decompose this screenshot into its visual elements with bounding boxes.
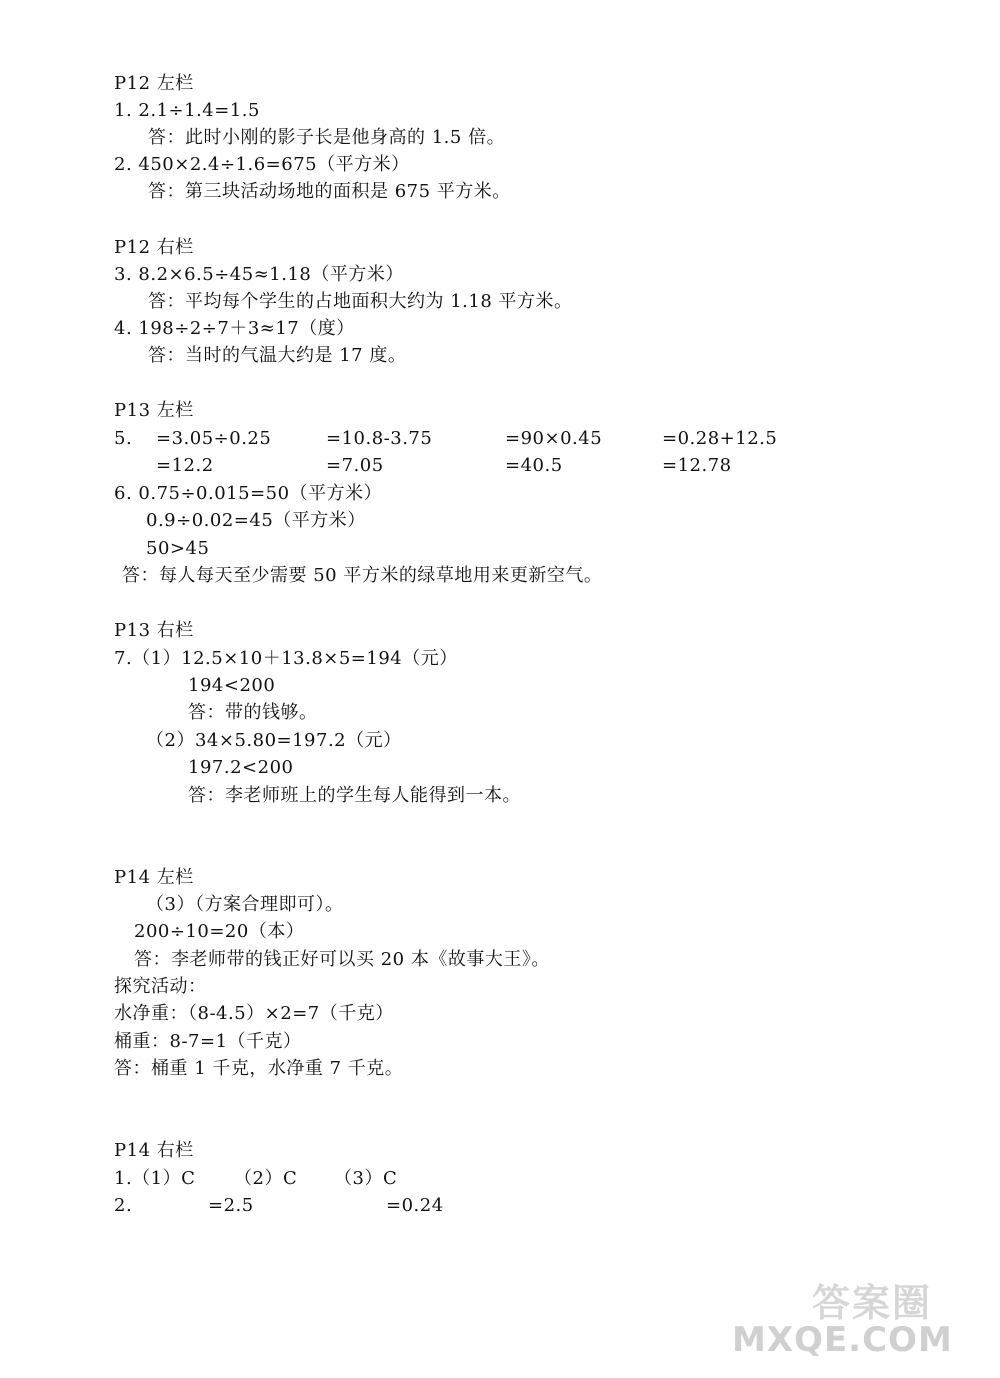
- answer-line: 答：第三块活动场地的面积是 675 平方米。: [148, 181, 511, 202]
- answer-cell: =90×0.45: [505, 428, 603, 449]
- answer-line: 水净重：（8-4.5）×2=7（千克）: [114, 1003, 394, 1024]
- answer-line: 6. 0.75÷0.015=50（平方米）: [114, 483, 383, 504]
- answer-cell: =0.28+12.5: [662, 428, 778, 449]
- answer-line: 197.2<200: [188, 757, 294, 778]
- section-heading: P14 左栏: [114, 867, 194, 888]
- answer-line: 答：此时小刚的影子长是他身高的 1.5 倍。: [148, 127, 506, 148]
- answer-cell: =10.8-3.75: [326, 428, 433, 449]
- answer-line: 探究活动：: [114, 976, 207, 997]
- answer-line: 答：当时的气温大约是 17 度。: [148, 345, 407, 366]
- answer-line: 1.（1）C: [114, 1168, 196, 1189]
- question-number: 2.: [114, 1195, 133, 1216]
- answer-line: 200÷10=20（本）: [134, 921, 305, 942]
- section-heading: P12 右栏: [114, 237, 194, 258]
- answer-line: （3）C: [334, 1168, 398, 1189]
- answer-line: 答：平均每个学生的占地面积大约为 1.18 平方米。: [148, 291, 573, 312]
- answer-cell: =12.78: [662, 455, 732, 476]
- watermark-logo-text: 答案圈: [812, 1281, 933, 1325]
- answer-line: 答：桶重 1 千克，水净重 7 千克。: [114, 1058, 404, 1079]
- answer-line: 50>45: [146, 538, 210, 559]
- watermark-url: MXQE.COM: [732, 1320, 953, 1360]
- answer-cell: =40.5: [505, 455, 563, 476]
- section-heading: P13 右栏: [114, 620, 194, 641]
- answer-line: 7.（1）12.5×10＋13.8×5=194（元）: [114, 648, 458, 669]
- answer-line: （3）（方案合理即可）。: [146, 894, 344, 915]
- answer-line: 答：李老师带的钱正好可以买 20 本《故事大王》。: [134, 949, 550, 970]
- answer-line: 答：每人每天至少需要 50 平方米的绿草地用来更新空气。: [122, 565, 603, 586]
- answer-cell: =3.05÷0.25: [156, 428, 272, 449]
- section-heading: P12 左栏: [114, 73, 194, 94]
- answer-line: 桶重：8-7=1（千克）: [114, 1031, 302, 1052]
- section-heading: P14 右栏: [114, 1140, 194, 1161]
- question-number: 5.: [114, 428, 133, 449]
- section-heading: P13 左栏: [114, 400, 194, 421]
- answer-cell: =0.24: [386, 1195, 444, 1216]
- answer-line: 答：带的钱够。: [188, 702, 318, 723]
- answer-line: 3. 8.2×6.5÷45≈1.18（平方米）: [114, 264, 404, 285]
- answer-cell: =7.05: [326, 455, 384, 476]
- answer-cell: =12.2: [156, 455, 214, 476]
- answer-line: 194<200: [188, 675, 276, 696]
- answer-line: 2. 450×2.4÷1.6=675（平方米）: [114, 154, 410, 175]
- answer-cell: =2.5: [208, 1195, 254, 1216]
- site-watermark: [692, 1272, 982, 1364]
- answer-line: 1. 2.1÷1.4=1.5: [114, 100, 260, 121]
- answer-line: （2）34×5.80=197.2（元）: [146, 730, 402, 751]
- answer-line: 4. 198÷2÷7＋3≈17（度）: [114, 318, 355, 339]
- answer-line: 0.9÷0.02=45（平方米）: [146, 510, 366, 531]
- answer-line: 答：李老师班上的学生每人能得到一本。: [188, 785, 521, 806]
- answer-line: （2）C: [234, 1168, 298, 1189]
